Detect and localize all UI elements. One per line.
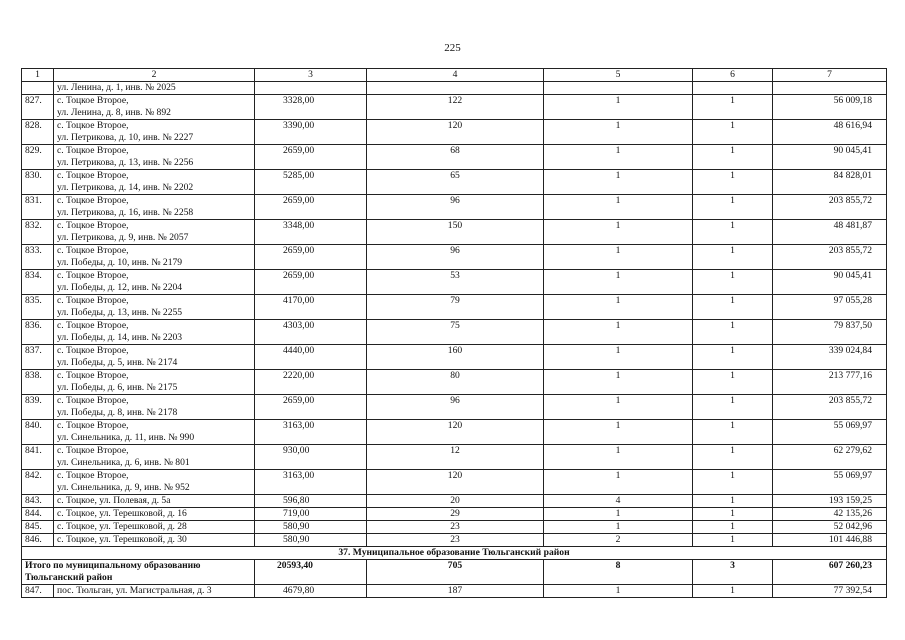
- value-cell: 1: [544, 345, 693, 370]
- table-row: [22, 245, 887, 270]
- area-cell: 5285,00: [255, 170, 367, 195]
- table-row: [22, 395, 887, 420]
- page-number: 225: [444, 42, 461, 54]
- row-number: 846.: [22, 534, 54, 547]
- address-line-1: с. Тоцкое Второе,: [57, 295, 129, 306]
- area-cell: 3163,00: [255, 420, 367, 445]
- area-cell: 2659,00: [255, 145, 367, 170]
- address-line-1: с. Тоцкое Второе,: [57, 345, 129, 356]
- value-cell: 1: [693, 245, 773, 270]
- row-number: 838.: [22, 370, 54, 395]
- address-line-1: пос. Тюльган, ул. Магистральная, д. 3: [57, 585, 212, 596]
- total-label-line: Тюльганский район: [25, 571, 113, 583]
- row-number: 832.: [22, 220, 54, 245]
- row-number: 845.: [22, 521, 54, 534]
- value-cell: 1: [693, 508, 773, 521]
- table-row: [22, 270, 887, 295]
- amount-cell: 84 828,01: [773, 170, 887, 195]
- amount-cell: 90 045,41: [773, 270, 887, 295]
- value-cell: 4: [544, 495, 693, 508]
- address-line-2: ул. Петрикова, д. 13, инв. № 2256: [57, 156, 194, 168]
- value-cell: 96: [367, 195, 544, 220]
- column-header: 3: [255, 69, 367, 82]
- value-cell: 1: [693, 195, 773, 220]
- amount-cell: 55 069,97: [773, 420, 887, 445]
- address-line-2: ул. Победы, д. 8, инв. № 2178: [57, 406, 178, 418]
- table-row: [22, 534, 887, 547]
- value-cell: 1: [693, 420, 773, 445]
- value-cell: 1: [544, 270, 693, 295]
- address-line-2: ул. Победы, д. 5, инв. № 2174: [57, 356, 178, 368]
- total-value: 8: [544, 560, 693, 585]
- value-cell: 120: [367, 120, 544, 145]
- address-line-2: ул. Петрикова, д. 16, инв. № 2258: [57, 206, 194, 218]
- value-cell: 29: [367, 508, 544, 521]
- value-cell: 1: [693, 521, 773, 534]
- address-cell: [54, 270, 255, 295]
- address-line-1: с. Тоцкое Второе,: [57, 270, 129, 281]
- address-cell: [54, 195, 255, 220]
- value-cell: 75: [367, 320, 544, 345]
- value-cell: 1: [693, 370, 773, 395]
- table-row: [22, 495, 887, 508]
- table-row: [22, 345, 887, 370]
- amount-cell: 90 045,41: [773, 145, 887, 170]
- address-line-1: с. Тоцкое Второе,: [57, 195, 129, 206]
- area-cell: 580,90: [255, 521, 367, 534]
- amount-cell: 203 855,72: [773, 195, 887, 220]
- value-cell: 1: [544, 370, 693, 395]
- row-number: 835.: [22, 295, 54, 320]
- value-cell: 1: [544, 445, 693, 470]
- area-cell: 2659,00: [255, 245, 367, 270]
- address-line-2: ул. Петрикова, д. 9, инв. № 2057: [57, 231, 189, 243]
- value-cell: 1: [544, 508, 693, 521]
- address-cell: [54, 245, 255, 270]
- address-line-2: ул. Синельника, д. 6, инв. № 801: [57, 456, 190, 468]
- address-cell: ул. Ленина, д. 1, инв. № 2025: [54, 82, 255, 95]
- area-cell: 3348,00: [255, 220, 367, 245]
- address-cell: [54, 295, 255, 320]
- total-value: 705: [367, 560, 544, 585]
- value-cell: 12: [367, 445, 544, 470]
- value-cell: 65: [367, 170, 544, 195]
- address-cell: [54, 320, 255, 345]
- row-number: 827.: [22, 95, 54, 120]
- address-line-2: ул. Петрикова, д. 10, инв. № 2227: [57, 131, 194, 143]
- value-cell: 1: [544, 245, 693, 270]
- row-number: 842.: [22, 470, 54, 495]
- table-row: [22, 445, 887, 470]
- address-cell: [54, 585, 255, 598]
- area-cell: 2659,00: [255, 270, 367, 295]
- row-number: 830.: [22, 170, 54, 195]
- amount-cell: 48 481,87: [773, 220, 887, 245]
- address-line-2: ул. Синельника, д. 9, инв. № 952: [57, 481, 190, 493]
- value-cell: 1: [544, 295, 693, 320]
- value-cell: 1: [693, 295, 773, 320]
- value-cell: 68: [367, 145, 544, 170]
- address-line-1: с. Тоцкое Второе,: [57, 395, 129, 406]
- address-line-1: с. Тоцкое Второе,: [57, 170, 129, 181]
- address-cell: [54, 420, 255, 445]
- amount-cell: 62 279,62: [773, 445, 887, 470]
- value-cell: 120: [367, 420, 544, 445]
- table-row: [22, 420, 887, 445]
- column-header: 7: [773, 69, 887, 82]
- address-cell: [54, 534, 255, 547]
- address-cell: [54, 395, 255, 420]
- row-number: 844.: [22, 508, 54, 521]
- table-row: [22, 145, 887, 170]
- value-cell: 2: [544, 534, 693, 547]
- address-line-1: с. Тоцкое Второе,: [57, 470, 129, 481]
- address-line-1: с. Тоцкое, ул. Терешковой, д. 16: [57, 508, 187, 519]
- amount-cell: 101 446,88: [773, 534, 887, 547]
- section-header-row: [22, 547, 887, 560]
- area-cell: 4303,00: [255, 320, 367, 345]
- address-cell: [54, 445, 255, 470]
- address-line-2: ул. Синельника, д. 11, инв. № 990: [57, 431, 195, 443]
- value-cell: 1: [693, 470, 773, 495]
- address-cell: [54, 145, 255, 170]
- area-cell: 580,90: [255, 534, 367, 547]
- value-cell: 1: [544, 120, 693, 145]
- value-cell: 160: [367, 345, 544, 370]
- address-line-1: с. Тоцкое Второе,: [57, 120, 129, 131]
- area-cell: 3390,00: [255, 120, 367, 145]
- value-cell: 1: [544, 420, 693, 445]
- amount-cell: 79 837,50: [773, 320, 887, 345]
- value-cell: 120: [367, 470, 544, 495]
- address-cell: [54, 508, 255, 521]
- value-cell: 1: [544, 195, 693, 220]
- row-number: 833.: [22, 245, 54, 270]
- value-cell: 1: [544, 395, 693, 420]
- area-cell: 4440,00: [255, 345, 367, 370]
- column-header: 5: [544, 69, 693, 82]
- total-row: [22, 560, 887, 585]
- amount-cell: 193 159,25: [773, 495, 887, 508]
- value-cell: 1: [544, 170, 693, 195]
- value-cell: 1: [693, 270, 773, 295]
- value-cell: 187: [367, 585, 544, 598]
- amount-cell: 52 042,96: [773, 521, 887, 534]
- value-cell: 1: [693, 95, 773, 120]
- address-line-1: с. Тоцкое Второе,: [57, 445, 129, 456]
- address-line-2: ул. Победы, д. 12, инв. № 2204: [57, 281, 183, 293]
- value-cell: 1: [693, 170, 773, 195]
- table-row: [22, 585, 887, 598]
- amount-cell: 97 055,28: [773, 295, 887, 320]
- column-header: 2: [54, 69, 255, 82]
- section-title: 37. Муниципальное образование Тюльганский район: [22, 547, 887, 560]
- value-cell: 150: [367, 220, 544, 245]
- table-row: [22, 320, 887, 345]
- row-number: 829.: [22, 145, 54, 170]
- amount-cell: 213 777,16: [773, 370, 887, 395]
- address-line-1: с. Тоцкое Второе,: [57, 320, 129, 331]
- area-cell: 3163,00: [255, 470, 367, 495]
- area-cell: 2659,00: [255, 195, 367, 220]
- address-cell: [54, 470, 255, 495]
- value-cell: 1: [693, 120, 773, 145]
- value-cell: 23: [367, 521, 544, 534]
- value-cell: 1: [693, 534, 773, 547]
- value-cell: 1: [544, 220, 693, 245]
- value-cell: 53: [367, 270, 544, 295]
- value-cell: 96: [367, 245, 544, 270]
- value-cell: 1: [544, 521, 693, 534]
- row-number: 839.: [22, 395, 54, 420]
- value-cell: 20: [367, 495, 544, 508]
- continuation-row: [22, 82, 887, 95]
- area-cell: 3328,00: [255, 95, 367, 120]
- total-value: 3: [693, 560, 773, 585]
- amount-cell: 56 009,18: [773, 95, 887, 120]
- total-area: 20593,40: [255, 560, 367, 585]
- value-cell: 1: [693, 495, 773, 508]
- address-line-2: ул. Победы, д. 10, инв. № 2179: [57, 256, 183, 268]
- value-cell: 1: [693, 585, 773, 598]
- table-row: [22, 370, 887, 395]
- table-row: [22, 220, 887, 245]
- total-label-line: Итого по муниципальному образованию: [25, 560, 201, 571]
- table-row: [22, 95, 887, 120]
- total-amount: 607 260,23: [773, 560, 887, 585]
- area-cell: 930,00: [255, 445, 367, 470]
- address-line-1: с. Тоцкое Второе,: [57, 95, 129, 106]
- value-cell: 1: [693, 320, 773, 345]
- row-number: 836.: [22, 320, 54, 345]
- column-header: 6: [693, 69, 773, 82]
- row-number: 828.: [22, 120, 54, 145]
- column-header-row: [22, 69, 887, 82]
- value-cell: 79: [367, 295, 544, 320]
- area-cell: 4679,80: [255, 585, 367, 598]
- address-cell: [54, 170, 255, 195]
- address-cell: [54, 370, 255, 395]
- table-row: [22, 508, 887, 521]
- amount-cell: 339 024,84: [773, 345, 887, 370]
- table-row: [22, 521, 887, 534]
- address-line-1: с. Тоцкое Второе,: [57, 220, 129, 231]
- value-cell: 1: [544, 470, 693, 495]
- address-cell: [54, 345, 255, 370]
- address-cell: [54, 495, 255, 508]
- row-number: 840.: [22, 420, 54, 445]
- amount-cell: 55 069,97: [773, 470, 887, 495]
- address-line-2: ул. Петрикова, д. 14, инв. № 2202: [57, 181, 194, 193]
- column-header: 1: [22, 69, 54, 82]
- address-cell: [54, 220, 255, 245]
- address-line-1: с. Тоцкое, ул. Полевая, д. 5а: [57, 495, 171, 506]
- row-number: 847.: [22, 585, 54, 598]
- table-row: [22, 170, 887, 195]
- area-cell: 596,80: [255, 495, 367, 508]
- table-row: [22, 295, 887, 320]
- amount-cell: 203 855,72: [773, 395, 887, 420]
- amount-cell: 77 392,54: [773, 585, 887, 598]
- address-cell: [54, 120, 255, 145]
- column-header: 4: [367, 69, 544, 82]
- value-cell: 80: [367, 370, 544, 395]
- amount-cell: 42 135,26: [773, 508, 887, 521]
- value-cell: 1: [544, 320, 693, 345]
- value-cell: 1: [693, 345, 773, 370]
- value-cell: 96: [367, 395, 544, 420]
- table-row: [22, 120, 887, 145]
- value-cell: 122: [367, 95, 544, 120]
- value-cell: 1: [693, 220, 773, 245]
- value-cell: 1: [693, 445, 773, 470]
- address-cell: [54, 95, 255, 120]
- address-line-2: ул. Победы, д. 13, инв. № 2255: [57, 306, 183, 318]
- row-number: 843.: [22, 495, 54, 508]
- address-line-2: ул. Победы, д. 6, инв. № 2175: [57, 381, 178, 393]
- address-line-2: ул. Победы, д. 14, инв. № 2203: [57, 331, 183, 343]
- amount-cell: 203 855,72: [773, 245, 887, 270]
- address-line-2: ул. Ленина, д. 8, инв. № 892: [57, 106, 171, 118]
- table-row: [22, 195, 887, 220]
- row-number: 837.: [22, 345, 54, 370]
- address-line-1: с. Тоцкое Второе,: [57, 420, 129, 431]
- address-line-1: с. Тоцкое, ул. Терешковой, д. 28: [57, 521, 187, 532]
- address-line-1: с. Тоцкое Второе,: [57, 370, 129, 381]
- value-cell: 23: [367, 534, 544, 547]
- value-cell: 1: [544, 145, 693, 170]
- value-cell: 1: [544, 585, 693, 598]
- amount-cell: 48 616,94: [773, 120, 887, 145]
- total-label: [22, 560, 255, 585]
- row-number: 831.: [22, 195, 54, 220]
- address-line-1: с. Тоцкое Второе,: [57, 145, 129, 156]
- value-cell: 1: [693, 395, 773, 420]
- area-cell: 2659,00: [255, 395, 367, 420]
- address-line-1: с. Тоцкое, ул. Терешковой, д. 30: [57, 534, 187, 545]
- value-cell: 1: [693, 145, 773, 170]
- row-number: 834.: [22, 270, 54, 295]
- row-number: 841.: [22, 445, 54, 470]
- address-cell: [54, 521, 255, 534]
- area-cell: 2220,00: [255, 370, 367, 395]
- housing-register-table: [21, 68, 887, 598]
- value-cell: 1: [544, 95, 693, 120]
- area-cell: 719,00: [255, 508, 367, 521]
- table-row: [22, 470, 887, 495]
- address-line-1: с. Тоцкое Второе,: [57, 245, 129, 256]
- area-cell: 4170,00: [255, 295, 367, 320]
